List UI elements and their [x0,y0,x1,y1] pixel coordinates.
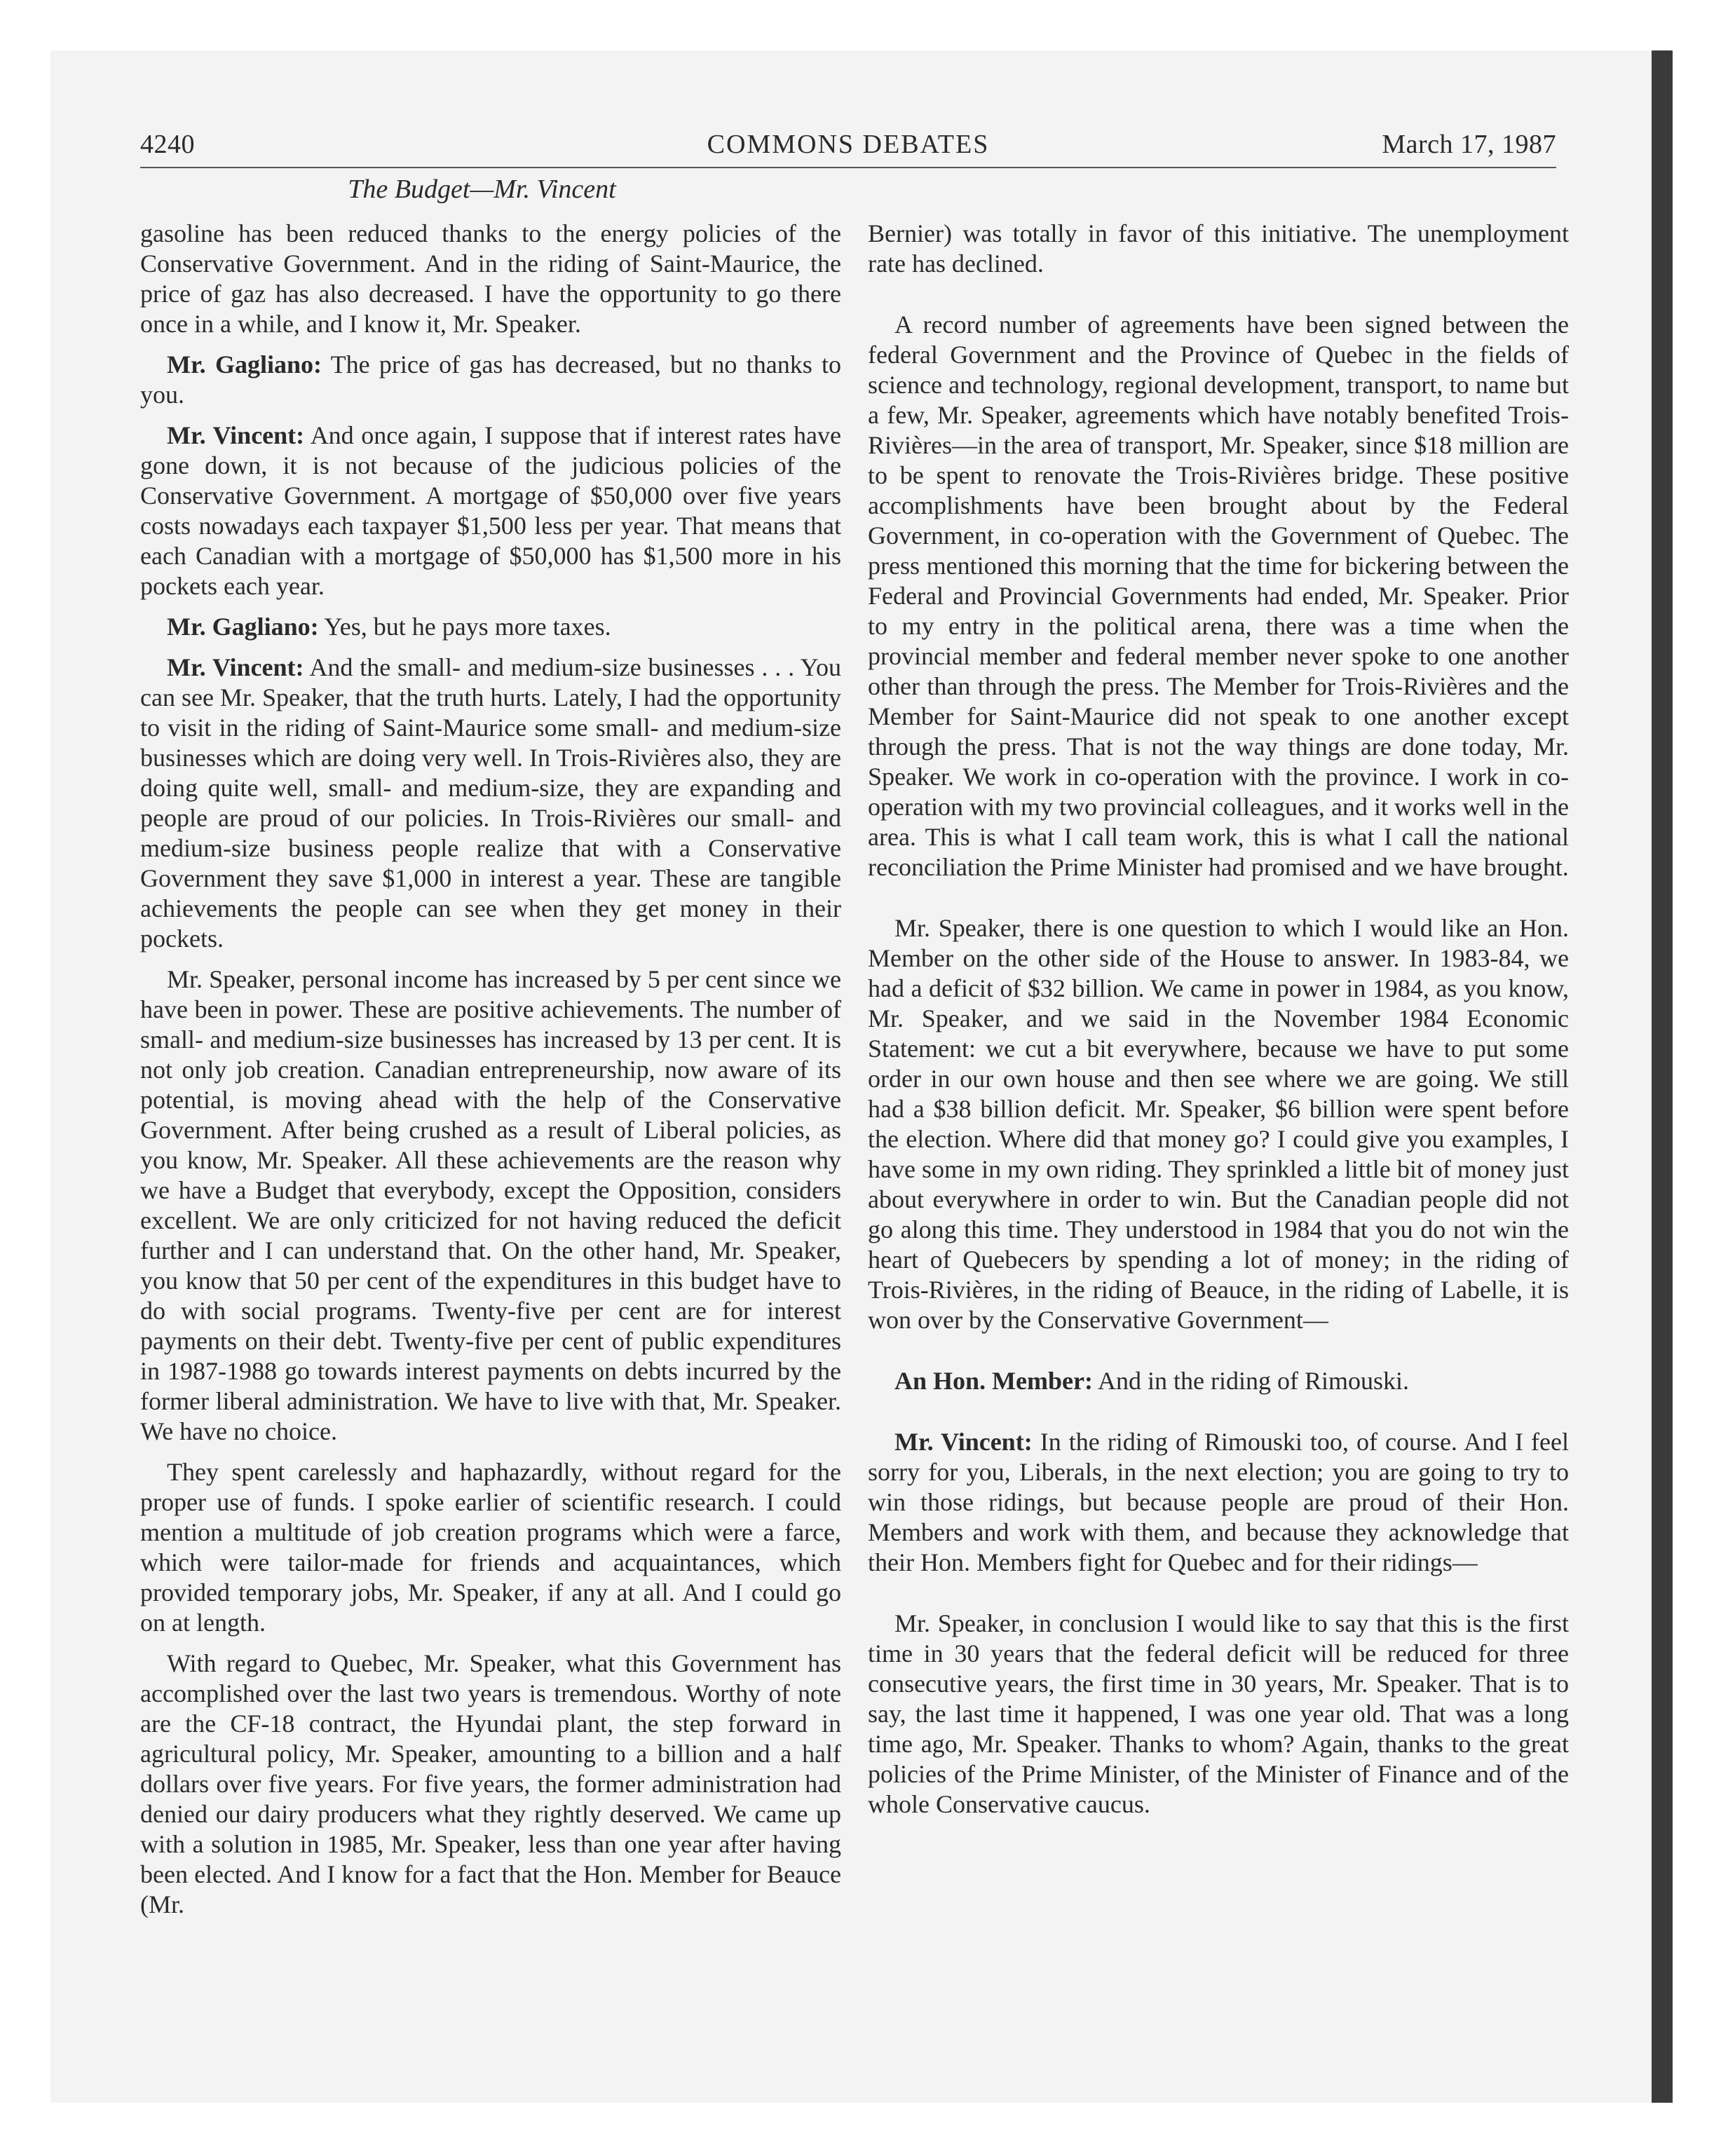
scan-edge-shadow [1652,50,1673,2103]
speaker-name: An Hon. Member: [894,1367,1093,1395]
paragraph [140,421,841,601]
paragraph [868,1366,1569,1396]
paragraph [868,1427,1569,1578]
paragraph [868,913,1569,1335]
speaker-name: Mr. Vincent: [167,421,305,449]
speaker-name: Mr. Gagliano: [167,350,322,378]
paragraph-text: And once again, I suppose that if interest rates have gone down, it is not because of the judicious policies of the Conservative Government. A mortgage of $50,000 over five years costs nowadays each taxpayer $1,500 less per year. That means that each Canadian with a mortgage of $50,000 has $1,500 more in his pockets each year. [140,421,841,600]
paragraph-text: Bernier) was totally in favor of this initiative. The unemployment rate has declined. [868,219,1569,278]
paragraph-text: And in the riding of Rimouski. [1097,1367,1409,1395]
speaker-name: Mr. Vincent: [894,1428,1033,1456]
paragraph-text: Mr. Speaker, there is one question to which I would like an Hon. Member on the other side of the House to answer. In 1983-84, we had a deficit of $32 billion. We came in power in 1984, as you know, Mr. Speaker, and we said in the November 1984 Economic Statement: we cut a bit everywhere, because we have to put some order in our own house and then see where we are going. We still had a $38 billion deficit. Mr. Speaker, $6 billion were spent before the election. Where did that money go? I could give you examples, I have some in my own riding. They sprinkled a little bit of money just about everywhere in order to win. But the Canadian people did not go along this time. They understood in 1984 that you do not win the heart of Quebecers by spending a lot of money; in the riding of Trois-Rivières, in the riding of Beauce, in the riding of Labelle, it is won over by the Conservative Government— [868,914,1569,1334]
journal-title: COMMONS DEBATES [707,130,990,159]
paragraph [140,1457,841,1638]
right-column [868,219,1569,1830]
paragraph [140,653,841,954]
paragraph [868,219,1569,279]
paragraph-text: Mr. Speaker, in conclusion I would like to say that this is the first time in 30 years that the federal deficit will be reduced for three consecutive years, the first time in 30 years, Mr. Speaker. That is to say, the last time it happened, I was one year old. That was a long time ago, Mr. Speaker. Thanks to whom? Again, thanks to the great policies of the Prime Minister, of the Minister of Finance and of the whole Conservative caucus. [868,1609,1569,1818]
speaker-name: Mr. Vincent: [167,653,304,681]
page-header [140,126,1556,168]
speaker-name: Mr. Gagliano: [167,613,319,641]
paragraph-text: And the small- and medium-size businesses . . . You can see Mr. Speaker, that the truth hurts. Lately, I had the opportunity to visit in the riding of Saint-Maurice some small- and medium-size businesses which are doing very well. In Trois-Rivières also, they are doing quite well, small- and medium-size, they are expanding and people are proud of our policies. In Trois-Rivières our small- and medium-size business people realize that with a Conservative Government they save $1,000 in interest a year. These are tangible achievements the people can see when they get money in their pockets. [140,653,841,953]
page-number: 4240 [140,130,195,159]
paragraph [868,310,1569,882]
paragraph-text: With regard to Quebec, Mr. Speaker, what this Government has accomplished over the last two years is tremendous. Worthy of note are the CF-18 contract, the Hyundai plant, the step forward in agricultural policy, Mr. Speaker, amounting to a billion and a half dollars over five years. For five years, the former administration had denied our dairy producers what they rightly deserved. We came up with a solution in 1985, Mr. Speaker, less than one year after having been elected. And I know for a fact that the Hon. Member for Beauce (Mr. [140,1649,841,1918]
paragraph-text: The price of gas has decreased, but no thanks to you. [140,350,842,409]
paragraph-text: They spent carelessly and haphazardly, without regard for the proper use of funds. I spoke earlier of scientific research. I could mention a multitude of job creation programs which were a farce, which were tailor-made for friends and acquaintances, which provided temporary jobs, Mr. Speaker, if any at all. And I could go on at length. [140,1458,841,1637]
left-column [140,219,841,1930]
paragraph-text: Mr. Speaker, personal income has increased by 5 per cent since we have been in power. These are positive achievements. The number of small- and medium-size businesses has increased by 13 per cent. It is not only job creation. Canadian entrepreneurship, now aware of its potential, is moving ahead with the help of the Conservative Government. After being crushed as a result of Liberal policies, as you know, Mr. Speaker. All these achievements are the reason why we have a Budget that everybody, except the Opposition, considers excellent. We are only criticized for not having reduced the deficit further and I can understand that. On the other hand, Mr. Speaker, you know that 50 per cent of the expenditures in this budget have to do with social programs. Twenty-five per cent are for interest payments on their debt. Twenty-five per cent of public expenditures in 1987-1988 go towards interest payments on debts incurred by the former liberal administration. We have to live with that, Mr. Speaker. We have no choice. [140,965,841,1445]
paragraph-text: gasoline has been reduced thanks to the energy policies of the Conservative Government. And in the riding of Saint-Maurice, the price of gaz has also decreased. I have the opportunity to go there once in a while, and I know it, Mr. Speaker. [140,219,841,338]
paragraph [140,219,841,339]
paragraph-text: A record number of agreements have been signed between the federal Government and the Province of Quebec in the fields of science and technology, regional development, transport, to name but a few, Mr. Speaker, agreements which have notably benefited Trois-Rivières—in the area of transport, Mr. Speaker, since $18 million are to be spent to renovate the Trois-Rivières bridge. These positive accomplishments have been brought about by the Federal Government, in co-operation with the Government of Quebec. The press mentioned this morning that the time for bickering between the Federal and Provincial Governments had ended, Mr. Speaker. Prior to my entry in the political arena, there was a time when the provincial member and federal member never spoke to one another other than through the press. The Member for Trois-Rivières and the Member for Saint-Maurice did not speak to one another except through the press. That is not the way things are done today, Mr. Speaker. We work in co-operation with the province. I work in co-operation with my two provincial colleagues, and it works well in the area. This is what I call team work, this is what I call the national reconciliation the Prime Minister had promised and we have brought. [868,311,1569,881]
paragraph-text: Yes, but he pays more taxes. [324,613,611,641]
paragraph [140,964,841,1447]
paragraph [140,350,841,410]
paragraph-text: In the riding of Rimouski too, of course. And I feel sorry for you, Liberals, in the next election; you are going to try to win those ridings, but because people are proud of their Hon. Members and work with them, and because they acknowledge that their Hon. Members fight for Quebec and for their ridings— [868,1428,1569,1576]
running-title: The Budget—Mr. Vincent [348,175,616,204]
paragraph [140,612,841,642]
header-date: March 17, 1987 [1382,130,1556,159]
paragraph [868,1609,1569,1820]
paragraph [140,1649,841,1920]
